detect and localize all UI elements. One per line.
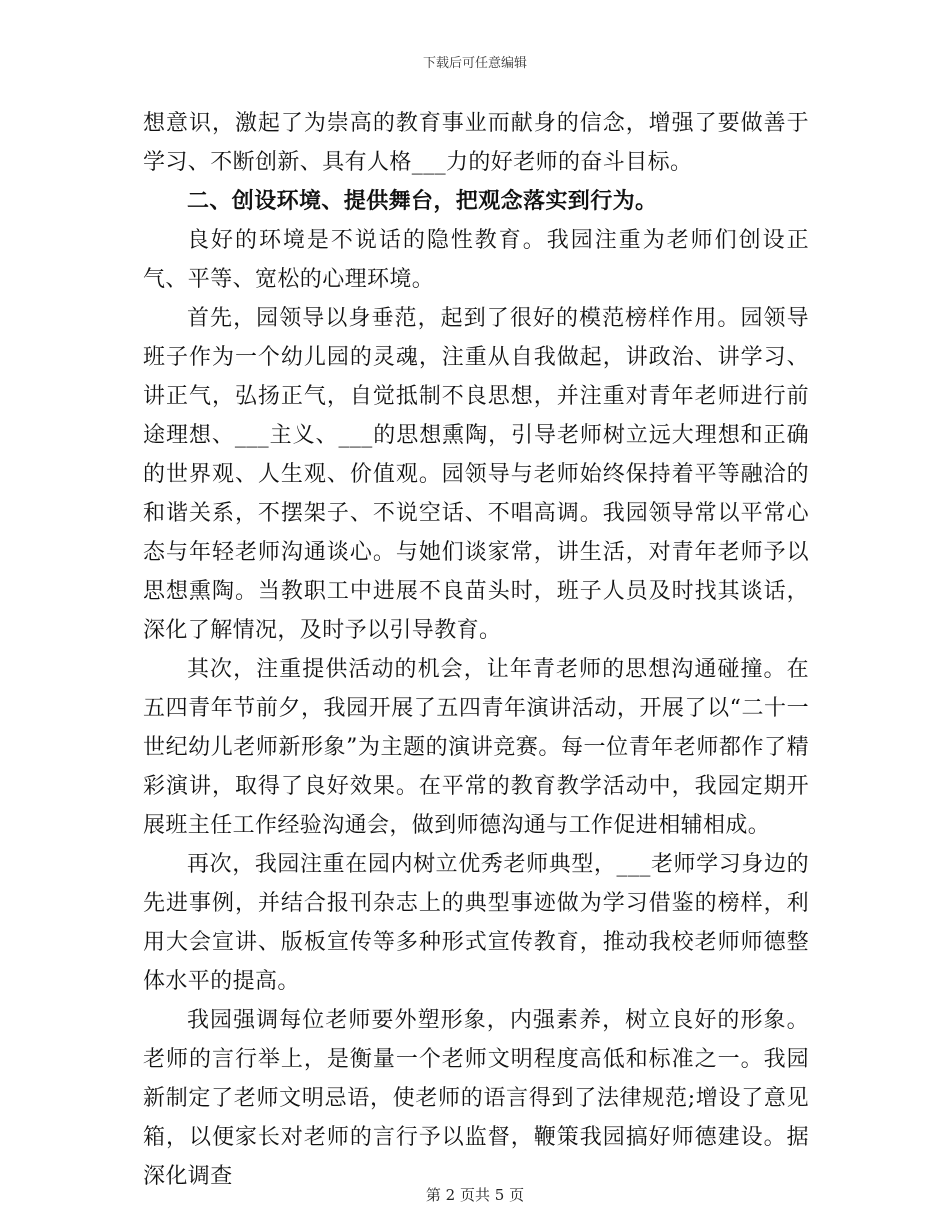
paragraph-continuation: 想意识，激起了为崇高的教育事业而献身的信念，增强了要做善于学习、不断创新、具有人格___力的好老师的奋斗目标。 (143, 111, 809, 175)
paragraph: 良好的环境是不说话的隐性教育。我园注重为老师们创设正气、平等、宽松的心理环境。 (143, 228, 809, 292)
paragraph: 首先，园领导以身垂范，起到了很好的模范榜样作用。园领导班子作为一个幼儿园的灵魂，注重从自我做起，讲政治、讲学习、讲正气，弘扬正气，自觉抵制不良思想，并注重对青年老师进行前途理想、___主义、___的思想熏陶，引导老师树立远大理想和正确的世界观、人生观、价值观。园领导与老师始终保持着平等融洽的和谐关系，不摆架子、不说空话、不唱高调。我园领导常以平常心态与年轻老师沟通谈心。与她们谈家常，讲生活，对青年老师予以思想熏陶。当教职工中进展不良苗头时，班子人员及时找其谈话，深化了解情况，及时予以引导教育。 (143, 306, 809, 643)
document-body (143, 104, 809, 1196)
paragraph: 再次，我园注重在园内树立优秀老师典型，___老师学习身边的先进事例，并结合报刊杂志上的典型事迹做为学习借鉴的榜样，利用大会宣讲、版板宣传等多种形式宣传教育，推动我校老师师德整体水平的提高。 (143, 852, 809, 994)
paragraph: 其次，注重提供活动的机会，让年青老师的思想沟通碰撞。在五四青年节前夕，我园开展了五四青年演讲活动，开展了以“二十一世纪幼儿老师新形象”为主题的演讲竞赛。每一位青年老师都作了精彩演讲，取得了良好效果。在平常的教育教学活动中，我园定期开展班主任工作经验沟通会，做到师德沟通与工作促进相辅相成。 (143, 657, 809, 838)
page-header: 下载后可任意编辑 (422, 56, 527, 71)
page-footer: 第 2 页共 5 页 (425, 1186, 525, 1204)
paragraph: 我园强调每位老师要外塑形象，内强素养，树立良好的形象。老师的言行举上，是衡量一个老师文明程度高低和标准之一。我园新制定了老师文明忌语，使老师的语言得到了法律规范;增设了意见箱，以便家长对老师的言行予以监督，鞭策我园搞好师德建设。据深化调查 (143, 1008, 809, 1189)
section-heading: 二、创设环境、提供舞台，把观念落实到行为。 (187, 188, 658, 214)
